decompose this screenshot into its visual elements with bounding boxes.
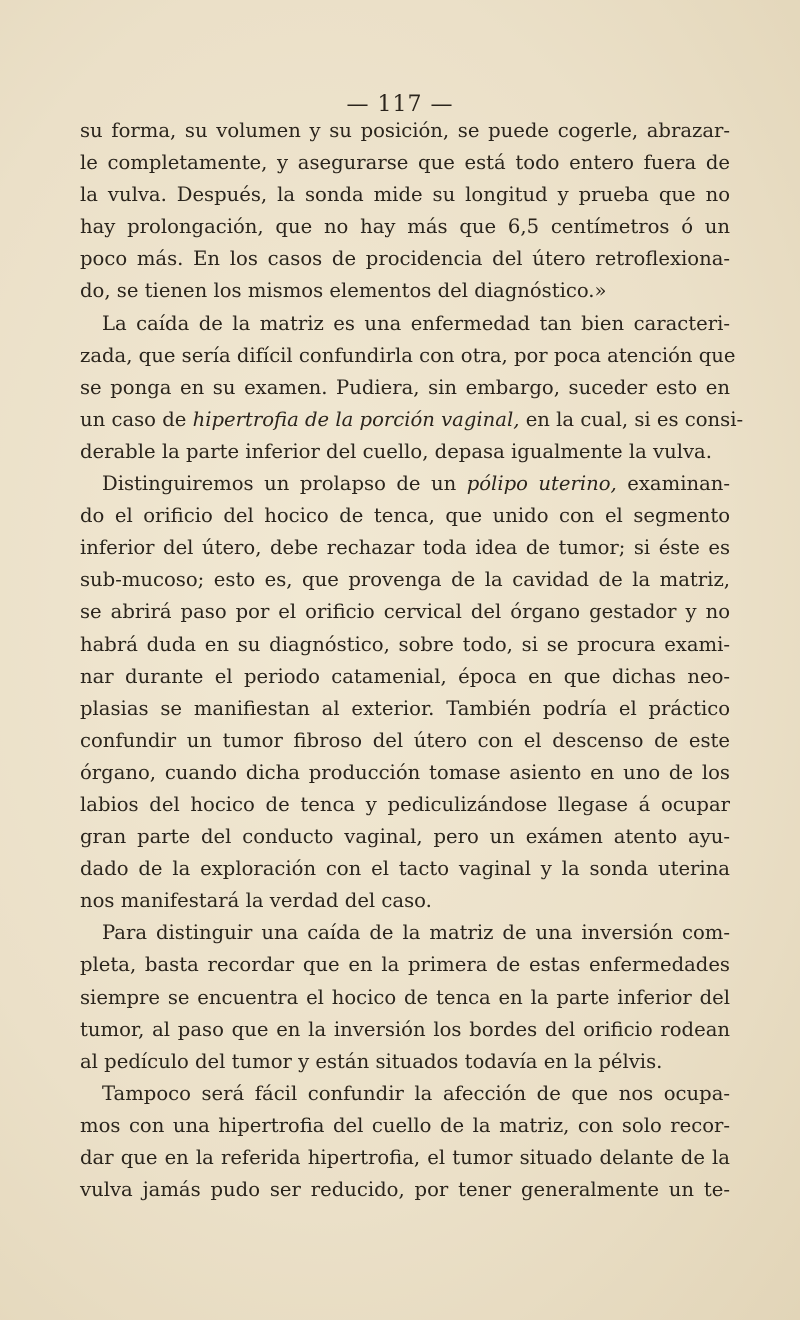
text-line: órgano, cuando dicha producción tomase asiento en uno de los	[80, 760, 730, 784]
text-line: pleta, basta recordar que en la primera de estas enfermedades	[80, 953, 730, 977]
text-line: sub-mucoso; esto es, que provenga de la cavidad de la matriz,	[80, 568, 730, 592]
text-run: un caso de	[80, 407, 193, 431]
text-line: se ponga en su examen. Pudiera, sin embargo, suceder esto en	[80, 375, 730, 399]
text-line: dado de la exploración con el tacto vaginal y la sonda uterina	[80, 857, 730, 881]
text-line: al pedículo del tumor y están situados todavía en la pélvis.	[80, 1049, 663, 1073]
text-line: mos con una hipertrofia del cuello de la matriz, con solo recor-	[80, 1113, 730, 1137]
text-line: le completamente, y asegurarse que está todo entero fuera de	[80, 151, 730, 175]
text-run: examinan-	[616, 472, 730, 496]
text-line: plasias se manifiestan al exterior. También podría el práctico	[80, 696, 730, 720]
text-line: la vulva. Después, la sonda mide su longitud y prueba que no	[80, 183, 730, 207]
text-line: nar durante el periodo catamenial, época en que dichas neo-	[80, 664, 730, 688]
text-run: Distinguiremos un prolapso de un	[102, 472, 467, 496]
italic-term: hipertrofia de la porción vaginal,	[192, 407, 520, 431]
text-line: confundir un tumor fibroso del útero con el descenso de este	[80, 728, 730, 752]
text-line: labios del hocico de tenca y pediculizándose llegase á ocupar	[80, 792, 730, 816]
text-line: zada, que sería difícil confundirla con otra, por poca atención que	[80, 343, 736, 367]
text-line: Para distinguir una caída de la matriz de una inversión com-	[102, 921, 730, 945]
body-text	[80, 115, 744, 1206]
text-line: gran parte del conducto vaginal, pero un exámen atento ayu-	[80, 825, 730, 849]
page-number: — 117 —	[346, 92, 454, 117]
text-run: en la cual, si es consi-	[519, 407, 744, 431]
text-line: tumor, al paso que en la inversión los bordes del orificio rodean	[80, 1017, 730, 1041]
text-line: inferior del útero, debe rechazar toda idea de tumor; si éste es	[80, 536, 730, 560]
text-line: La caída de la matriz es una enfermedad tan bien caracteri-	[102, 311, 730, 335]
text-line: do el orificio del hocico de tenca, que unido con el segmento	[80, 504, 730, 528]
text-line: dar que en la referida hipertrofia, el tumor situado delante de la	[80, 1146, 730, 1169]
text-line: siempre se encuentra el hocico de tenca en la parte inferior del	[80, 985, 730, 1009]
text-line	[80, 404, 744, 436]
text-line: do, se tienen los mismos elementos del diagnóstico.»	[80, 279, 607, 303]
text-line: Tampoco será fácil confundir la afección de que nos ocupa-	[102, 1081, 730, 1105]
text-line	[80, 468, 730, 500]
text-line: nos manifestará la verdad del caso.	[80, 889, 432, 913]
text-line: hay prolongación, que no hay más que 6,5 centímetros ó un	[80, 215, 730, 239]
text-line: vulva jamás pudo ser reducido, por tener generalmente un te-	[80, 1178, 730, 1202]
italic-term: pólipo uterino,	[466, 472, 617, 496]
text-line: poco más. En los casos de procidencia del útero retroflexiona-	[80, 247, 730, 271]
text-line: habrá duda en su diagnóstico, sobre todo, si se procura exami-	[80, 632, 730, 656]
text-line: su forma, su volumen y su posición, se puede cogerle, abrazar-	[80, 119, 730, 142]
text-line: se abrirá paso por el orificio cervical del órgano gestador y no	[80, 600, 730, 624]
text-line: derable la parte inferior del cuello, depasa igualmente la vulva.	[80, 439, 712, 463]
